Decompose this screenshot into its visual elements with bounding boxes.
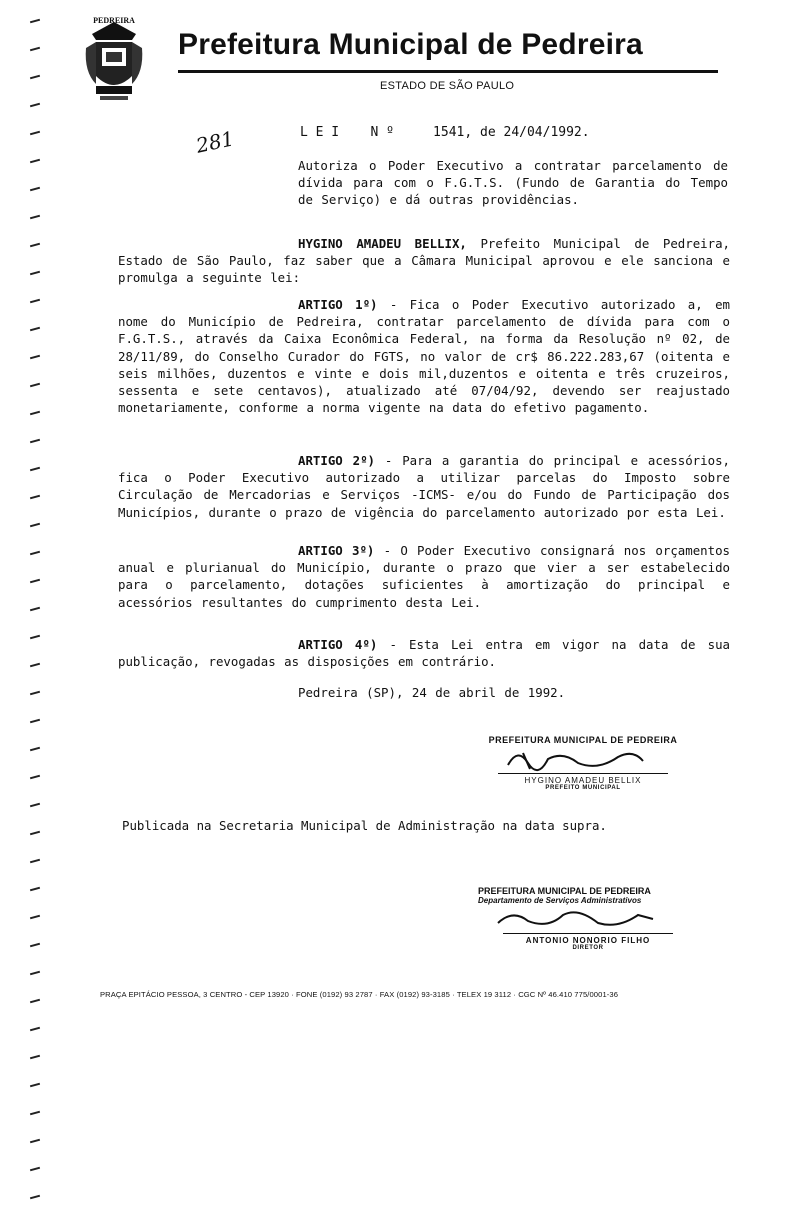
law-heading: L E I N º 1541, de 24/04/1992.	[300, 125, 590, 140]
margin-mark	[30, 1139, 40, 1144]
margin-mark	[30, 19, 40, 24]
margin-mark	[30, 327, 40, 332]
margin-mark	[30, 551, 40, 556]
mayor-signature-role: PREFEITO MUNICIPAL	[545, 785, 621, 791]
margin-mark	[30, 803, 40, 808]
article-3-text: - O Poder Executivo consignará nos orçamentos anual e plurianual do Município, durante o prazo que vier a ser estabelecido para o parcelamento, dotações suficientes à amortização do principal e acessórios resultantes do cumprimento desta Lei.	[118, 543, 730, 610]
article-4-text: - Esta Lei entra em vigor na data de sua publicação, revogadas as disposições em contrário.	[118, 637, 730, 670]
margin-mark	[30, 467, 40, 472]
header-rule	[178, 70, 718, 73]
article-3	[118, 542, 730, 611]
article-1-label: ARTIGO 1º)	[298, 297, 378, 312]
margin-mark	[30, 523, 40, 528]
margin-mark	[30, 1195, 40, 1200]
header-title: Prefeitura Municipal de Pedreira	[178, 28, 643, 61]
director-signature-block	[478, 886, 698, 951]
margin-mark	[30, 831, 40, 836]
director-signature-role: DIRETOR	[572, 945, 604, 951]
article-4-label: ARTIGO 4º)	[298, 637, 378, 652]
article-2	[118, 452, 730, 521]
margin-mark	[30, 271, 40, 276]
margin-mark	[30, 243, 40, 248]
mayor-stamp: PREFEITURA MUNICIPAL DE PEDREIRA	[488, 735, 678, 745]
margin-mark	[30, 355, 40, 360]
article-2-text: - Para a garantia do principal e acessórios, fica o Poder Executivo autorizado a utilizar parcelas do Imposto sobre Circulação de Mercadorias e Serviços -ICMS- e/ou do Fundo de Participação dos Municípios, durante o prazo de vigência do parcelamento autorizado por esta Lei.	[118, 453, 730, 520]
margin-mark	[30, 1111, 40, 1116]
margin-mark	[30, 495, 40, 500]
preamble-paragraph	[118, 235, 730, 287]
margin-mark	[30, 1167, 40, 1172]
header-subtitle: ESTADO DE SÃO PAULO	[380, 80, 515, 92]
margin-mark	[30, 607, 40, 612]
margin-mark	[30, 299, 40, 304]
margin-mark	[30, 915, 40, 920]
margin-mark	[30, 159, 40, 164]
margin-mark	[30, 131, 40, 136]
crest-text: PEDREIRA	[93, 16, 135, 25]
publication-note: Publicada na Secretaria Municipal de Administração na data supra.	[122, 818, 607, 833]
margin-mark	[30, 1055, 40, 1060]
margin-mark	[30, 971, 40, 976]
director-signature-icon	[478, 905, 698, 933]
mayor-signature-block	[468, 735, 698, 791]
municipal-crest-logo	[82, 14, 146, 106]
director-signature-name: ANTONIO NONORIO FILHO	[525, 936, 651, 945]
preamble-text: Prefeito Municipal de Pedreira, Estado de São Paulo, faz saber que a Câmara Municipal aprovou e ele sanciona e promulga a seguinte lei:	[118, 236, 731, 286]
margin-mark	[30, 943, 40, 948]
law-summary: Autoriza o Poder Executivo a contratar parcelamento de dívida para com o F.G.T.S. (Fundo de Garantia do Tempo de Serviço) e dá outras providências.	[298, 158, 728, 208]
margin-mark	[30, 635, 40, 640]
margin-mark	[30, 411, 40, 416]
margin-mark	[30, 663, 40, 668]
handwritten-number: 281	[193, 126, 237, 158]
margin-mark	[30, 1027, 40, 1032]
margin-mark	[30, 383, 40, 388]
margin-mark	[30, 859, 40, 864]
margin-mark	[30, 775, 40, 780]
margin-mark	[30, 691, 40, 696]
footer-address: PRAÇA EPITÁCIO PESSOA, 3 CENTRO - CEP 13920 · FONE (0192) 93 2787 · FAX (0192) 93-3185 · TELEX 19 3112 · CGC Nº 46.410 775/0001-36	[100, 990, 619, 999]
mayor-signature-line	[498, 773, 668, 774]
article-1-text: - Fica o Poder Executivo autorizado a, em nome do Município de Pedreira, contratar parcelamento de dívida para com o F.G.T.S., através da Caixa Econômica Federal, na forma da Resolução nº 02, de 28/11/89, do Conselho Curador do FGTS, no valor de cr$ 86.222.283,67 (oitenta e seis milhões, duzentos e vinte e dois mil,duzentos e oitenta e três cruzeiros, sessenta e sete centavos), atualizado até 07/04/92, devendo ser reajustado monetariamente, conforme a norma vigente na data do efetivo pagamento.	[118, 297, 730, 416]
margin-mark	[30, 579, 40, 584]
crest-icon	[82, 14, 146, 106]
margin-mark	[30, 439, 40, 444]
article-3-label: ARTIGO 3º)	[298, 543, 375, 558]
director-stamp-line2: Departamento de Serviços Administrativos	[478, 896, 642, 905]
margin-mark	[30, 719, 40, 724]
mayor-name: HYGINO AMADEU BELLIX,	[298, 236, 467, 251]
article-1	[118, 296, 730, 416]
margin-mark	[30, 75, 40, 80]
margin-mark	[30, 999, 40, 1004]
article-2-label: ARTIGO 2º)	[298, 453, 376, 468]
director-stamp-line1: PREFEITURA MUNICIPAL DE PEDREIRA	[478, 886, 651, 896]
margin-mark	[30, 187, 40, 192]
margin-mark	[30, 747, 40, 752]
director-signature-line	[503, 933, 673, 934]
mayor-signature-icon	[468, 745, 698, 773]
place-date: Pedreira (SP), 24 de abril de 1992.	[298, 685, 566, 700]
margin-mark	[30, 887, 40, 892]
mayor-signature-name: HYGINO AMADEU BELLIX	[524, 776, 642, 785]
margin-mark	[30, 215, 40, 220]
margin-mark	[30, 103, 40, 108]
margin-mark	[30, 47, 40, 52]
article-4	[118, 636, 730, 670]
margin-mark	[30, 1083, 40, 1088]
